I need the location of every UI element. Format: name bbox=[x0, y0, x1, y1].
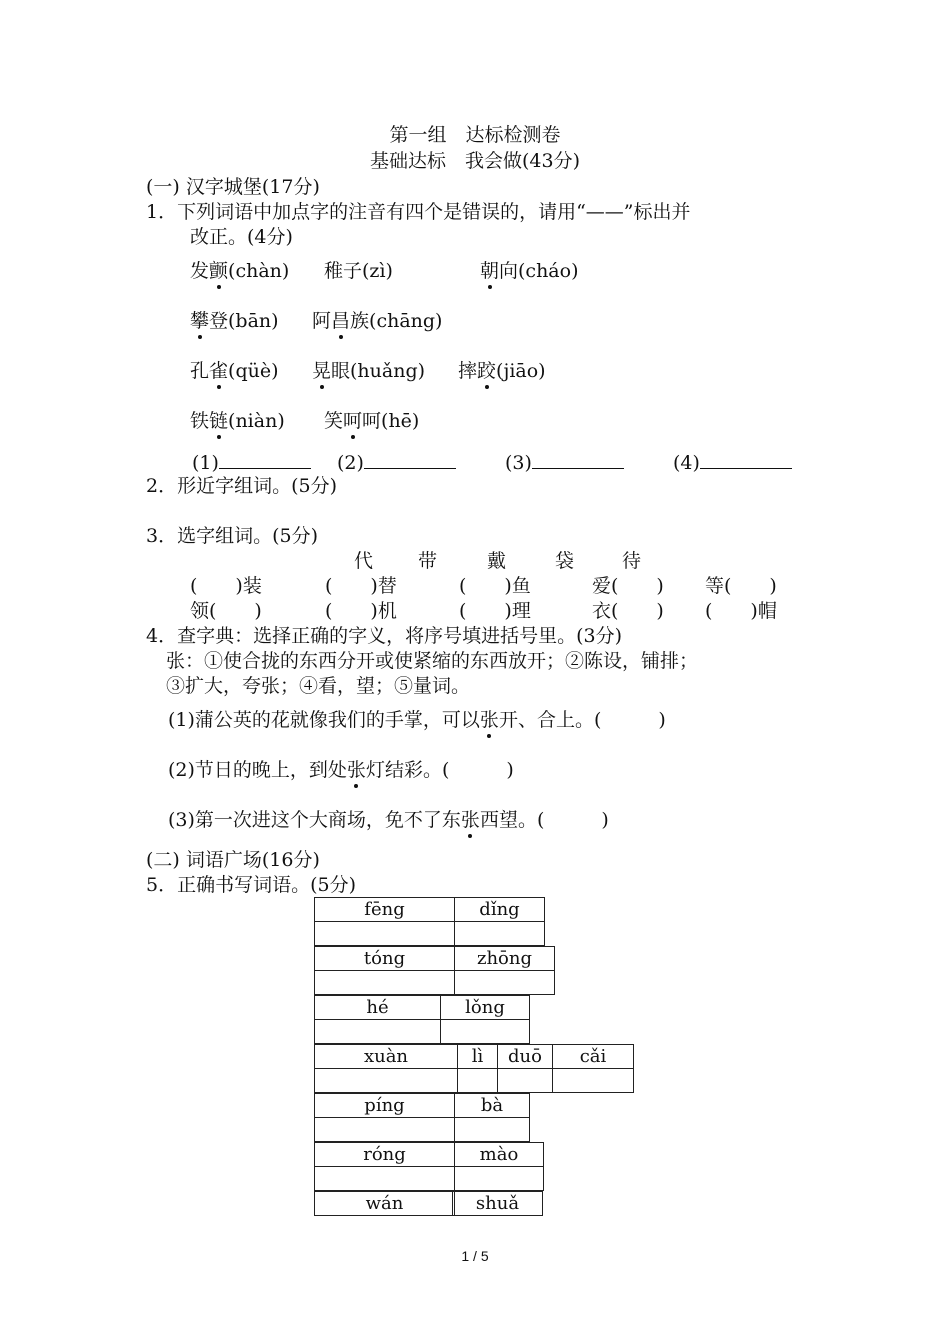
q1-title-cont: 改正。(4分) bbox=[190, 226, 293, 248]
pinyin-label: lǒng bbox=[440, 995, 530, 1020]
q3-title: 3．选字组词。(5分) bbox=[146, 525, 319, 547]
answer-blank-2[interactable]: (2) bbox=[337, 450, 456, 475]
q3-fill-item[interactable]: ( )帽 bbox=[705, 600, 777, 622]
writing-box[interactable] bbox=[454, 1117, 530, 1142]
q1-title: 1．下列词语中加点字的注音有四个是错误的，请用“——”标出并 bbox=[146, 201, 691, 223]
q3-fill-item[interactable]: 领( ) bbox=[190, 600, 262, 622]
writing-box[interactable] bbox=[314, 921, 455, 946]
page-number: 1 / 5 bbox=[461, 1248, 489, 1264]
pinyin-label: lì bbox=[457, 1044, 498, 1069]
q1-word: 摔跤(jiāo) bbox=[458, 360, 546, 382]
pinyin-label: dǐng bbox=[454, 897, 545, 922]
pinyin-label: cǎi bbox=[552, 1044, 634, 1069]
q3-fill-item[interactable]: 衣( ) bbox=[592, 600, 664, 622]
q3-fill-item[interactable]: ( )理 bbox=[459, 600, 531, 622]
q4-definition: 张：①使合拢的东西分开或使紧缩的东西放开；②陈设，铺排； bbox=[166, 650, 699, 672]
pinyin-label: tóng bbox=[314, 946, 455, 971]
pinyin-label: shuǎ bbox=[452, 1191, 543, 1216]
pinyin-label: róng bbox=[314, 1142, 455, 1167]
writing-box[interactable] bbox=[457, 1068, 498, 1093]
q4-sentence[interactable]: (1)蒲公英的花就像我们的手掌，可以张开、合上。( ) bbox=[168, 709, 666, 731]
pinyin-label: wán bbox=[314, 1191, 455, 1216]
q3-char: 代 bbox=[354, 550, 374, 572]
q1-word: 笑呵呵(hē) bbox=[324, 410, 420, 432]
q1-word: 发颤(chàn) bbox=[190, 260, 290, 282]
q3-fill-item[interactable]: ( )装 bbox=[190, 575, 262, 597]
writing-box[interactable] bbox=[454, 1166, 544, 1191]
writing-box[interactable] bbox=[314, 1166, 455, 1191]
writing-box[interactable] bbox=[497, 1068, 553, 1093]
section-one-heading: (一) 汉字城堡(17分) bbox=[146, 176, 320, 198]
q5-title: 5．正确书写词语。(5分) bbox=[146, 874, 357, 896]
writing-box[interactable] bbox=[440, 1019, 530, 1044]
q4-definition-cont: ③扩大，夸张；④看，望；⑤量词。 bbox=[166, 675, 471, 697]
q4-sentence[interactable]: (3)第一次进这个大商场，免不了东张西望。( ) bbox=[168, 809, 609, 831]
q1-word: 稚子(zì) bbox=[324, 260, 393, 282]
q3-fill-item[interactable]: ( )鱼 bbox=[459, 575, 531, 597]
writing-box[interactable] bbox=[454, 970, 555, 995]
q1-word: 攀登(bān) bbox=[190, 310, 279, 332]
pinyin-label: píng bbox=[314, 1093, 455, 1118]
pinyin-label: zhōng bbox=[454, 946, 555, 971]
q1-word: 孔雀(qüè) bbox=[190, 360, 279, 382]
q4-sentence[interactable]: (2)节日的晚上，到处张灯结彩。( ) bbox=[168, 759, 514, 781]
writing-box[interactable] bbox=[314, 1117, 455, 1142]
q2-title: 2．形近字组词。(5分) bbox=[146, 475, 338, 497]
answer-blank-4[interactable]: (4) bbox=[673, 450, 792, 475]
q3-char: 带 bbox=[418, 550, 438, 572]
q3-char: 袋 bbox=[555, 550, 575, 572]
q3-fill-item[interactable]: 爱( ) bbox=[592, 575, 664, 597]
writing-box[interactable] bbox=[454, 921, 545, 946]
pinyin-label: hé bbox=[314, 995, 441, 1020]
answer-blank-1[interactable]: (1) bbox=[192, 450, 311, 475]
writing-box[interactable] bbox=[314, 970, 455, 995]
writing-box[interactable] bbox=[314, 1019, 441, 1044]
writing-box[interactable] bbox=[314, 1068, 458, 1093]
q1-word: 晃眼(huǎng) bbox=[312, 360, 426, 382]
q4-title: 4．查字典：选择正确的字义，将序号填进括号里。(3分) bbox=[146, 625, 623, 647]
pinyin-label: fēng bbox=[314, 897, 455, 922]
writing-box[interactable] bbox=[552, 1068, 634, 1093]
q3-fill-item[interactable]: ( )替 bbox=[325, 575, 397, 597]
q3-char: 待 bbox=[622, 550, 642, 572]
pinyin-label: bà bbox=[454, 1093, 530, 1118]
answer-blank-3[interactable]: (3) bbox=[505, 450, 624, 475]
q3-fill-item[interactable]: 等( ) bbox=[705, 575, 777, 597]
q1-word: 阿昌族(chāng) bbox=[312, 310, 443, 332]
pinyin-label: mào bbox=[454, 1142, 544, 1167]
pinyin-label: duō bbox=[497, 1044, 553, 1069]
q1-word: 朝向(cháo) bbox=[480, 260, 579, 282]
q1-word: 铁链(niàn) bbox=[190, 410, 285, 432]
pinyin-label: xuàn bbox=[314, 1044, 458, 1069]
q3-char: 戴 bbox=[487, 550, 507, 572]
section-two-heading: (二) 词语广场(16分) bbox=[146, 849, 320, 871]
q3-fill-item[interactable]: ( )机 bbox=[325, 600, 397, 622]
page-title: 第一组 达标检测卷 bbox=[389, 124, 561, 146]
page-subtitle: 基础达标 我会做(43分) bbox=[369, 150, 580, 172]
